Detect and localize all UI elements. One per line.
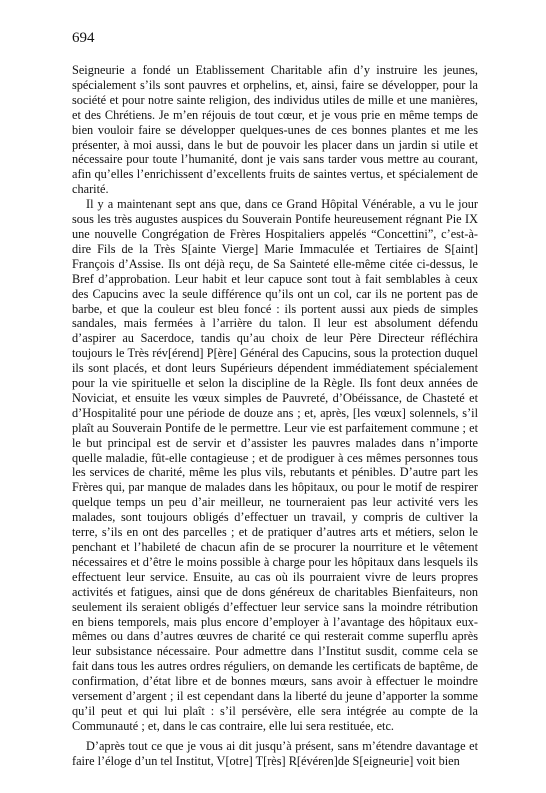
paragraph-2: Il y a maintenant sept ans que, dans ce Grand Hôpital Vénérable, a vu le jour sous les très augustes auspices du Souverain Pontife heureusement régnant Pie IX une nouvelle Congrégation de Frères Hospitaliers appelés “Concettini”, c’est-à-dire Fils de la Très S[ainte Vierge] Marie Immaculée et Tertiaires de S[aint] François d’Assise. Ils ont déjà reçu, de Sa Sainteté elle-même citée ci-dessus, le Bref d’approbation. Leur habit et leur capuce sont tout à fait semblables à ceux des Capucins avec la seule différence qu’ils ont un col, car ils ne portent pas de barbe, et que la couleur est bleu foncé : ils portent aussi aux pieds de simples sandales, mais fermées à l’arrière du talon. Il leur est absolument défendu d’aspirer au Sacerdoce, tandis qu’au choix de leur Père Directeur réfléchira toujours le Très rév[érend] P[ère] Général des Capucins, sous la protection duquel ils sont placés, et dont leurs Supérieurs dépendent immédiatement spécialement pour la vie spirituelle et selon la discipline de la Règle. Ils font deux années de Noviciat, et ensuite les vœux simples de Pauvreté, d’Obéissance, de Chasteté et d’Hospitalité pour une période de douze ans ; et, après, [les vœux] solennels, s’il plaît au Souverain Pontife de le permettre. Leur vie est parfaitement commune ; et le but principal est de servir et d’assister les pauvres malades dans n’importe quelle maladie, fût-elle contagieuse ; et de prodiguer à ces mêmes personnes tous les services de charité, même les plus vils, rebutants et pénibles. D’autre part les Frères qui, par manque de malades dans les hôpitaux, ou pour le motif de respirer quelque temps un peu d’air meilleur, ne tourneraient pas leur activité vers les malades, sont toujours obligés d’effectuer un travail, y compris de cultiver la terre, s’ils en ont des parcelles ; et de pratiquer d’autres arts et métiers, selon le penchant et l’habileté de chacun afin de se procurer la nourriture et le vêtement nécessaires et d’être le moins possible à charge pour les hôpitaux dans lesquels ils effectuent leur service. Ensuite, au cas où ils pourraient vivre de leurs propres activités et fatigues, ainsi que de dons généreux de charitables Bienfaiteurs, non seulement ils seraient obligés d’effectuer leur service sans la moindre rétribution en biens temporels, mais plus encore d’employer à l’avantage des hôpitaux eux-mêmes ou dans d’autres œuvres de charité ce qui resterait comme superflu après leur subsistance nécessaire. Pour admettre dans l’Institut susdit, comme cela se fait dans tous les autres ordres réguliers, on demande les certificats de baptême, de confirmation, d’état libre et de bonnes mœurs, sans avoir à effectuer le moindre versement d’argent ; il est cependant dans la liberté du jeune d’apporter la somme qu’il peut et qui lui plaît : s’il persévère, elle sera intégrée au compte de la Communauté ; et, dans le cas contraire, elle lui sera restituée, etc.: [72, 197, 478, 733]
paragraph-3: D’après tout ce que je vous ai dit jusqu’à présent, sans m’étendre davantage et faire l’éloge d’un tel Institut, V[otre] T[rès] R[évéren]de S[eigneurie] voit bien: [72, 738, 478, 768]
paragraph-1: Seigneurie a fondé un Etablissement Charitable afin d’y instruire les jeunes, spécialement s’ils sont pauvres et orphelins, et, ainsi, faire se développer, pour la société et pour notre sainte religion, des individus utiles de mille et une manières, et des Chrétiens. Je m’en réjouis de tout cœur, et je vous prie en même temps de bien vouloir faire se développer quelques-unes de ces bonnes plantes et me les présenter, à moi aussi, dans le but de pouvoir les placer dans un jardin si utile et nécessaire pour toute l’humanité, dont je vais sans tarder vous mettre au courant, afin qu’elles l’enrichissent d’excellents fruits de saintes vertus, et spécialement de charité.: [72, 63, 478, 197]
body-text: [72, 63, 478, 769]
page-number: 694: [72, 30, 95, 46]
